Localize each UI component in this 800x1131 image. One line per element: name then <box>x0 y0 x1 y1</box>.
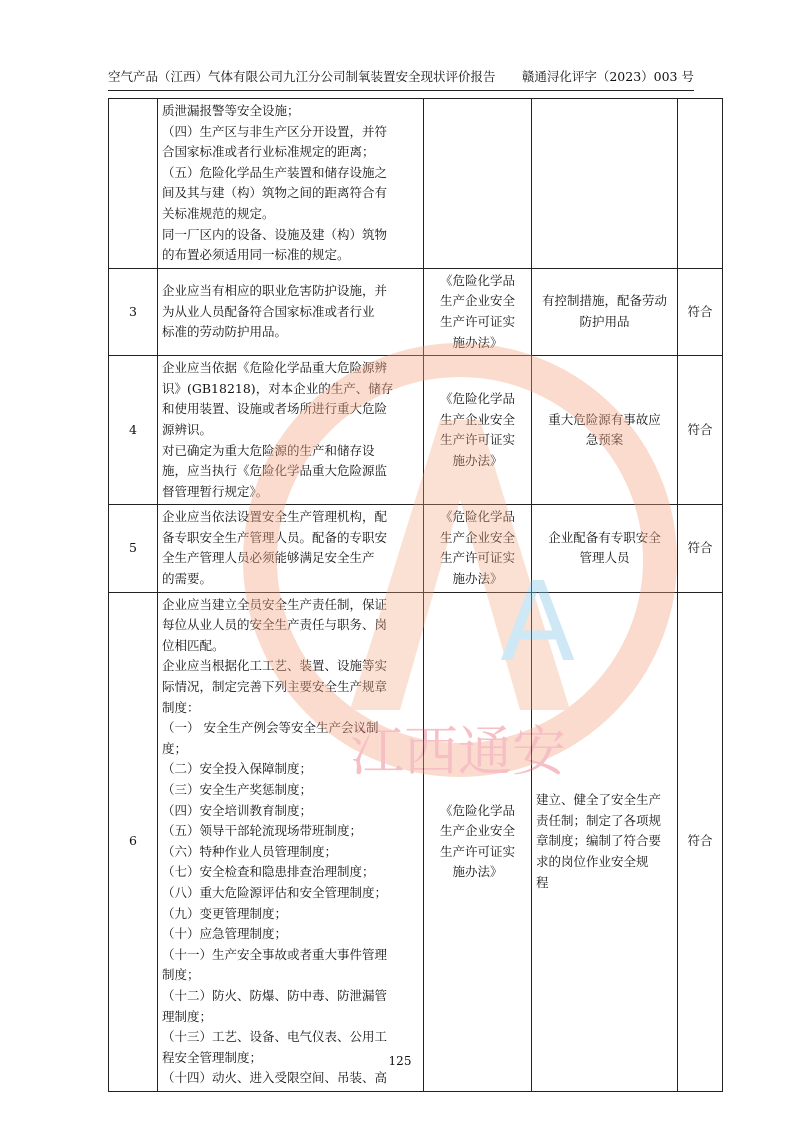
actual-status-text <box>532 505 678 592</box>
requirement-text-line: 合国家标准或者行业标准规定的距离； <box>162 144 375 160</box>
actual-status-text-line: 企业配备有专职安全 <box>548 529 661 545</box>
requirement-text-line: 企业应当建立全员安全生产责任制，保证 <box>162 596 388 612</box>
requirement-text-line: 每位从业人员的安全生产责任与职务、岗 <box>162 617 388 633</box>
basis-text <box>424 268 532 355</box>
requirement-text-line: 全生产管理人员必须能够满足安全生产 <box>162 550 375 566</box>
requirement-text <box>158 505 424 592</box>
requirement-text-line: （十一）生产安全事故或者重大事件管理 <box>162 946 388 962</box>
requirement-text-line: （十二）防火、防爆、防中毒、防泄漏管 <box>162 987 388 1003</box>
requirement-text-line: 和使用装置、设施或者场所进行重大危险 <box>162 401 388 417</box>
requirement-text-line: （十三）工艺、设备、电气仪表、公用工 <box>162 1029 388 1045</box>
report-title: 空气产品（江西）气体有限公司九江分公司制氧装置安全现状评价报告 <box>108 69 496 84</box>
item-number <box>109 99 158 269</box>
requirement-text <box>158 268 424 355</box>
requirement-text-line: 为从业人员配备符合国家标准或者行业 <box>162 303 375 319</box>
basis-text-line: 《危险化学品 <box>439 272 515 288</box>
requirement-text-line: 备专职安全生产管理人员。配备的专职安 <box>162 529 388 545</box>
basis-text-line: 《危险化学品 <box>439 391 515 407</box>
basis-text-line: 施办法》 <box>452 452 503 468</box>
basis-text-line: 《危险化学品 <box>439 509 515 525</box>
requirement-text-line: （八）重大危险源评估和安全管理制度； <box>162 884 388 900</box>
basis-text-line: 施办法》 <box>452 334 503 350</box>
basis-text-line: 施办法》 <box>452 571 503 587</box>
seal-text: 江西通安 <box>350 720 566 783</box>
actual-status-text <box>532 592 678 1091</box>
requirement-text-line: 位相匹配。 <box>162 637 225 653</box>
seal-letter: A <box>500 558 576 686</box>
basis-text-line: 生产许可证实 <box>439 550 515 566</box>
table-row <box>109 592 723 1091</box>
requirement-text-line: （九）变更管理制度； <box>162 905 288 921</box>
actual-status-text-line: 建立、健全了安全生产 <box>536 792 662 808</box>
requirement-text-line: 企业应当根据化工工艺、装置、设施等实 <box>162 658 388 674</box>
requirement-text-line: （四）安全培训教育制度； <box>162 802 313 818</box>
actual-status-text-line: 有控制措施，配备劳动 <box>541 293 667 309</box>
requirement-text <box>158 356 424 505</box>
basis-text-line: 施办法》 <box>452 864 503 880</box>
basis-text <box>424 505 532 592</box>
requirement-text-line: （五）领导干部轮流现场带班制度； <box>162 823 363 839</box>
basis-text <box>424 99 532 269</box>
requirement-text-line: （四）生产区与非生产区分开设置，并符 <box>162 123 388 139</box>
basis-text <box>424 356 532 505</box>
requirement-text-line: （十四）动火、进入受限空间、吊装、高 <box>162 1070 388 1086</box>
requirement-text-line: 督管理暂行规定》。 <box>162 483 269 499</box>
requirement-text-line: （五）危险化学品生产装置和储存设施之 <box>162 164 388 180</box>
actual-status-text-line: 程 <box>536 874 549 890</box>
actual-status-text-line: 防护用品 <box>579 313 630 329</box>
actual-status-text-line: 责任制；制定了各项规 <box>536 812 662 828</box>
basis-text-line: 生产许可证实 <box>439 313 515 329</box>
requirement-text-line: 制度； <box>162 967 200 983</box>
actual-status-text-line: 管理人员 <box>579 550 630 566</box>
requirement-text-line: 制度： <box>162 699 200 715</box>
requirement-text-line: 理制度； <box>162 1008 213 1024</box>
basis-text-line: 生产许可证实 <box>439 843 515 859</box>
requirement-text-line: 源辨识。 <box>162 421 213 437</box>
requirement-text-line: （二）安全投入保障制度； <box>162 761 313 777</box>
requirement-text-line: 施，应当执行《危险化学品重大危险源监 <box>162 463 388 479</box>
basis-text-line: 生产企业安全 <box>439 529 515 545</box>
page-number: 125 <box>388 1054 412 1068</box>
actual-status-text-line: 求的岗位作业安全规 <box>536 854 649 870</box>
actual-status-text <box>532 99 678 269</box>
compliance-table <box>108 98 723 1092</box>
requirement-text-line: 际情况，制定完善下列主要安全生产规章 <box>162 679 388 695</box>
table-row <box>109 99 723 269</box>
page-header <box>108 66 694 91</box>
table-row <box>109 356 723 505</box>
actual-status-text-line: 急预案 <box>585 432 624 448</box>
requirement-text-line: 度； <box>162 740 188 756</box>
basis-text-line: 《危险化学品 <box>439 802 515 818</box>
basis-text-line: 生产许可证实 <box>439 432 515 448</box>
basis-text-line: 生产企业安全 <box>439 823 515 839</box>
requirement-text-line: 企业应当有相应的职业危害防护设施，并 <box>162 283 388 299</box>
basis-text-line: 生产企业安全 <box>439 411 515 427</box>
requirement-text-line: 间及其与建（构）筑物之间的距离符合有 <box>162 185 388 201</box>
requirement-text-line: 识》(GB18218)，对本企业的生产、储存 <box>162 380 394 396</box>
requirement-text-line: （三）安全生产奖惩制度； <box>162 782 313 797</box>
requirement-text <box>158 592 424 1091</box>
requirement-text-line: （六）特种作业人员管理制度； <box>162 843 338 859</box>
actual-status-text-line: 重大危险源有事故应 <box>548 411 661 427</box>
requirement-text-line: 的布置必须适用同一标准的规定。 <box>162 247 350 263</box>
requirement-text-line: 关标准规范的规定。 <box>162 205 275 221</box>
requirement-text-line: 企业应当依法设置安全生产管理机构，配 <box>162 509 388 525</box>
evaluation-result: 符合 <box>678 592 723 1091</box>
requirement-text-line: （十）应急管理制度； <box>162 926 288 942</box>
table-row <box>109 505 723 592</box>
item-number: 3 <box>109 268 158 355</box>
actual-status-text <box>532 268 678 355</box>
basis-text-line: 生产企业安全 <box>439 293 515 309</box>
document-number: 赣通浔化评字（2023）003 号 <box>521 69 694 84</box>
requirement-text-line: （七）安全检查和隐患排查治理制度； <box>162 864 375 880</box>
evaluation-result: 符合 <box>678 268 723 355</box>
requirement-text-line: 质泄漏报警等安全设施； <box>162 103 300 118</box>
requirement-text-line: 的需要。 <box>162 571 213 587</box>
item-number: 4 <box>109 356 158 505</box>
table-row <box>109 268 723 355</box>
evaluation-result: 符合 <box>678 505 723 592</box>
basis-text <box>424 592 532 1091</box>
requirement-text-line: 程安全管理制度； <box>162 1049 263 1065</box>
requirement-text-line: 标准的劳动防护用品。 <box>162 324 288 340</box>
actual-status-text-line: 章制度；编制了符合要 <box>536 833 662 849</box>
item-number: 5 <box>109 505 158 592</box>
requirement-text-line: 企业应当依据《危险化学品重大危险源辨 <box>162 360 388 376</box>
item-number: 6 <box>109 592 158 1091</box>
evaluation-result: 符合 <box>678 356 723 505</box>
requirement-text-line: 对已确定为重大危险源的生产和储存设 <box>162 442 375 458</box>
requirement-text <box>158 99 424 269</box>
requirement-text-line: （一） 安全生产例会等安全生产会议制 <box>162 720 379 736</box>
requirement-text-line: 同一厂区内的设备、设施及建（构）筑物 <box>162 226 388 242</box>
evaluation-result <box>678 99 723 269</box>
actual-status-text <box>532 356 678 505</box>
